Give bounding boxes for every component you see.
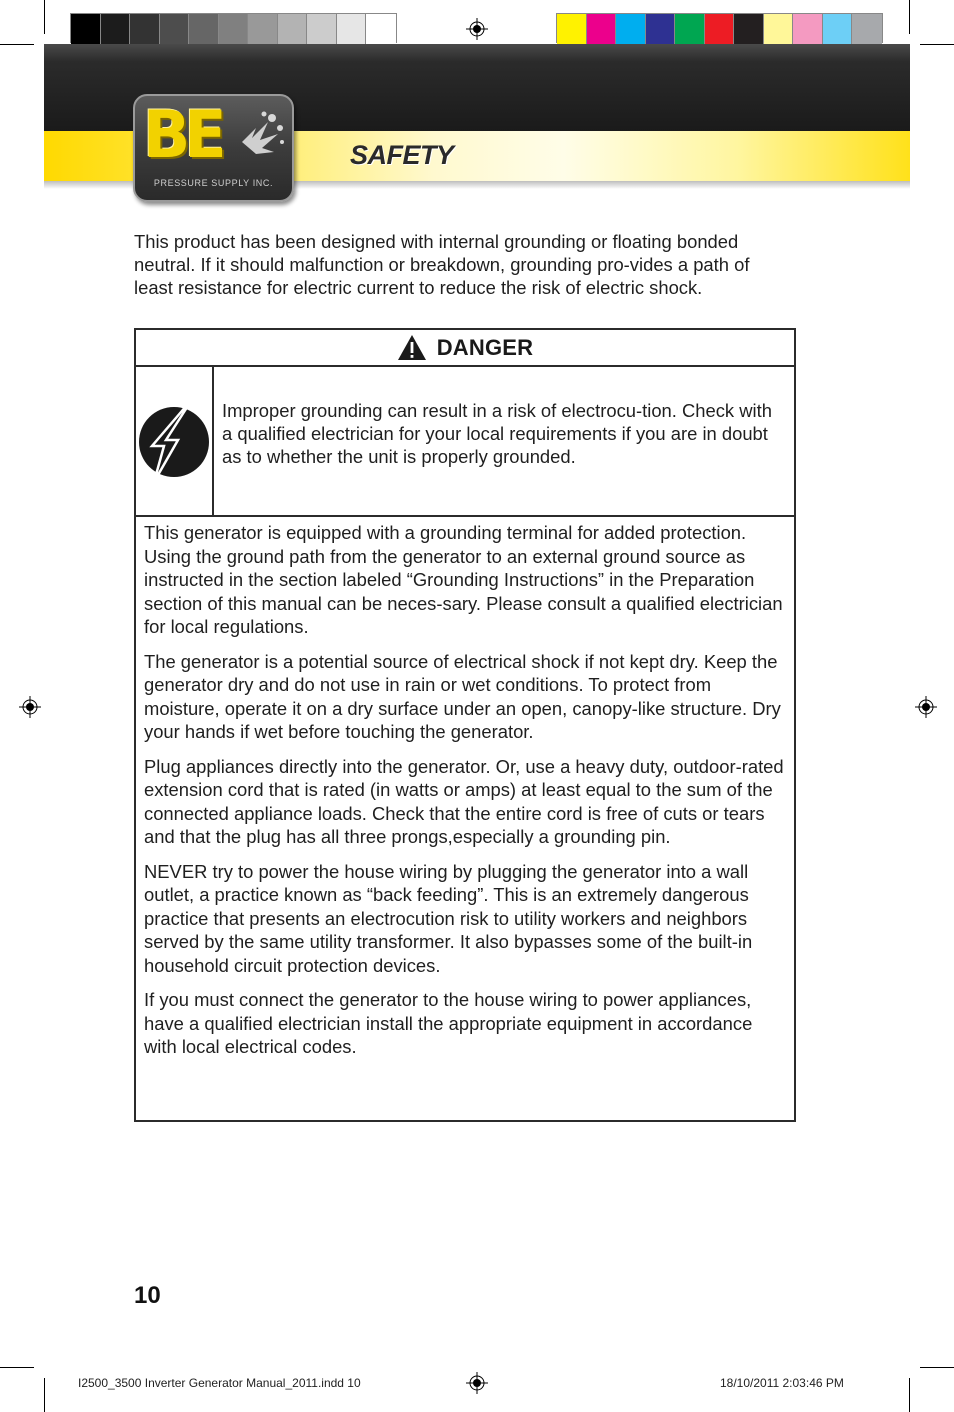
- process-color-bar: [556, 13, 883, 43]
- color-swatch: [557, 14, 587, 44]
- grayscale-color-bar: [70, 13, 397, 43]
- danger-header: [136, 330, 794, 367]
- registration-mark-icon: [915, 696, 937, 718]
- crop-mark: [920, 44, 954, 45]
- color-swatch: [71, 14, 101, 44]
- crop-mark: [0, 44, 34, 45]
- color-swatch: [366, 14, 396, 44]
- color-swatch: [278, 14, 308, 44]
- body-paragraph: NEVER try to power the house wiring by plugging the generator into a wall outlet, a practice known as “back feeding”. This is an extremely dangerous practice that presents an electrocution risk to utility workers and neighbors served by the same utility transformer. It also bypasses some of the built-in household circuit protection devices.: [144, 860, 753, 976]
- color-swatch: [189, 14, 219, 44]
- crop-mark: [909, 1378, 910, 1412]
- slug-timestamp: 18/10/2011 2:03:46 PM: [720, 1376, 844, 1390]
- splash-icon: [238, 108, 286, 168]
- crop-mark: [920, 1367, 954, 1368]
- page-number: 10: [134, 1282, 161, 1309]
- color-swatch: [307, 14, 337, 44]
- color-swatch: [734, 14, 764, 44]
- intro-paragraph: This product has been designed with internal grounding or floating bonded neutral. If it should malfunction or breakdown, grounding pro-vides a path of least resistance for electric current to reduce the risk of electric shock.: [134, 231, 750, 298]
- color-swatch: [587, 14, 617, 44]
- company-logo: [133, 94, 294, 202]
- color-swatch: [705, 14, 735, 44]
- section-title: SAFETY: [350, 140, 454, 170]
- danger-hazard-row: [136, 367, 794, 517]
- color-swatch: [130, 14, 160, 44]
- registration-mark-icon: [466, 1372, 488, 1394]
- color-swatch: [764, 14, 794, 44]
- color-swatch: [616, 14, 646, 44]
- color-swatch: [823, 14, 853, 44]
- logo-subtitle: PRESSURE SUPPLY INC.: [153, 178, 274, 188]
- crop-mark: [44, 0, 45, 34]
- body-paragraph: Plug appliances directly into the generator. Or, use a heavy duty, outdoor-rated extension cord that is rated (in watts or amps) at least equal to the sum of the connected appliance loads. Check that the entire cord is free of cuts or tears and that the plug has all three prongs,especially a grounding pin.: [144, 755, 784, 847]
- hazard-description: Improper grounding can result in a risk of electrocu-tion. Check with a qualified electrician for your local requirements if you are in doubt as to whether the unit is properly grounded.: [222, 400, 772, 467]
- electric-shock-icon: [136, 396, 212, 486]
- danger-box: [134, 328, 796, 1122]
- color-swatch: [675, 14, 705, 44]
- crop-mark: [909, 0, 910, 34]
- registration-mark-icon: [19, 696, 41, 718]
- color-swatch: [101, 14, 131, 44]
- color-swatch: [793, 14, 823, 44]
- color-swatch: [646, 14, 676, 44]
- color-swatch: [337, 14, 367, 44]
- logo-letters: BE: [143, 96, 221, 173]
- body-paragraph: If you must connect the generator to the house wiring to power appliances, have a qualified electrician install the appropriate equipment in accordance with local electrical codes.: [144, 989, 753, 1057]
- color-swatch: [248, 14, 278, 44]
- danger-body: [136, 517, 794, 1059]
- crop-mark: [44, 1378, 45, 1412]
- body-paragraph: The generator is a potential source of electrical shock if not kept dry. Keep the generator dry and do not use in rain or wet conditions. To protect from moisture, operate it on a dry surface under an open, canopy-like structure. Dry your hands if wet before touching the generator.: [144, 650, 781, 742]
- registration-mark-icon: [466, 18, 488, 40]
- body-paragraph: This generator is equipped with a grounding terminal for added protection. Using the ground path from the generator to an external ground source as instructed in the section labeled “Grounding Instructions” in the Preparation section of this manual can be neces-sary. Please consult a qualified electrician for local regulations.: [144, 522, 783, 637]
- hazard-icon-cell: [136, 367, 214, 515]
- slug-filename: I2500_3500 Inverter Generator Manual_2011.indd 10: [78, 1376, 361, 1390]
- color-swatch: [852, 14, 882, 44]
- crop-mark: [0, 1367, 34, 1368]
- color-swatch: [160, 14, 190, 44]
- color-swatch: [219, 14, 249, 44]
- danger-title: DANGER: [436, 334, 534, 360]
- warning-triangle-icon: [397, 334, 427, 361]
